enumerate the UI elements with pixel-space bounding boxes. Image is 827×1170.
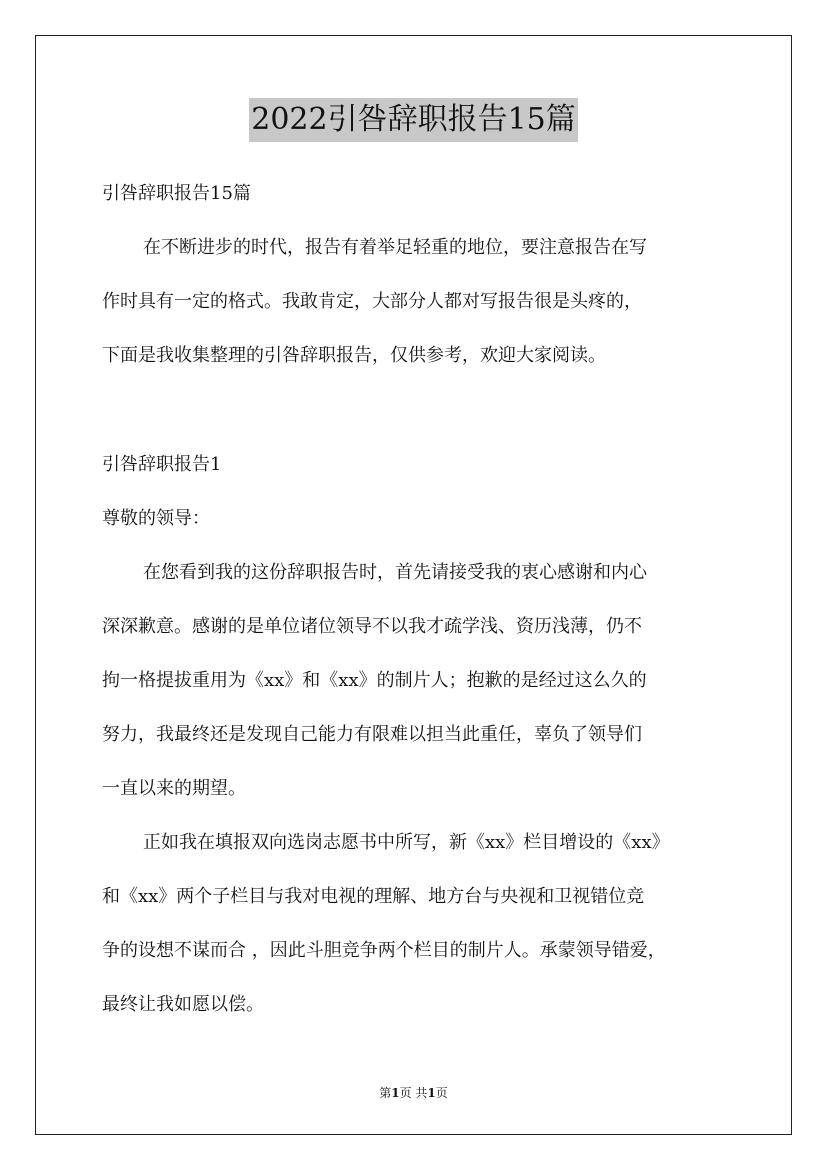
footer-total-pages: 1 xyxy=(427,1086,436,1100)
intro-line: 作时具有一定的格式。我敢肯定，大部分人都对写报告很是头疼的， xyxy=(102,291,642,312)
paragraph-line: 一直以来的期望。 xyxy=(102,778,246,799)
subtitle: 引咎辞职报告15篇 xyxy=(102,183,251,204)
title-container xyxy=(0,98,827,142)
paragraph-line: 在您看到我的这份辞职报告时，首先请接受我的衷心感谢和内心 xyxy=(143,562,647,583)
document-title: 2022引咎辞职报告15篇 xyxy=(249,98,578,142)
intro-line: 在不断进步的时代，报告有着举足轻重的地位，要注意报告在写 xyxy=(143,237,647,258)
salutation: 尊敬的领导： xyxy=(102,508,210,529)
footer-page-suffix: 页 共 xyxy=(399,1086,428,1100)
footer-total-suffix: 页 xyxy=(435,1086,448,1100)
section-heading: 引咎辞职报告1 xyxy=(102,454,222,475)
paragraph-line: 和《xx》两个子栏目与我对电视的理解、地方台与央视和卫视错位竞 xyxy=(102,886,645,907)
footer-page-prefix: 第 xyxy=(379,1086,392,1100)
paragraph-line: 深深歉意。感谢的是单位诸位领导不以我才疏学浅、资历浅薄，仍不 xyxy=(102,616,642,637)
intro-line: 下面是我收集整理的引咎辞职报告，仅供参考，欢迎大家阅读。 xyxy=(102,345,606,366)
paragraph-line: 努力，我最终还是发现自己能力有限难以担当此重任，辜负了领导们 xyxy=(102,724,642,745)
page-footer xyxy=(0,1084,827,1101)
paragraph-line: 最终让我如愿以偿。 xyxy=(102,994,264,1015)
paragraph-line: 拘一格提拔重用为《xx》和《xx》的制片人；抱歉的是经过这么久的 xyxy=(102,670,647,691)
footer-page-number: 1 xyxy=(391,1086,400,1100)
paragraph-line: 正如我在填报双向选岗志愿书中所写，新《xx》栏目增设的《xx》 xyxy=(143,832,670,853)
paragraph-line: 争的设想不谋而合 ，因此斗胆竞争两个栏目的制片人。承蒙领导错爱， xyxy=(102,940,666,961)
